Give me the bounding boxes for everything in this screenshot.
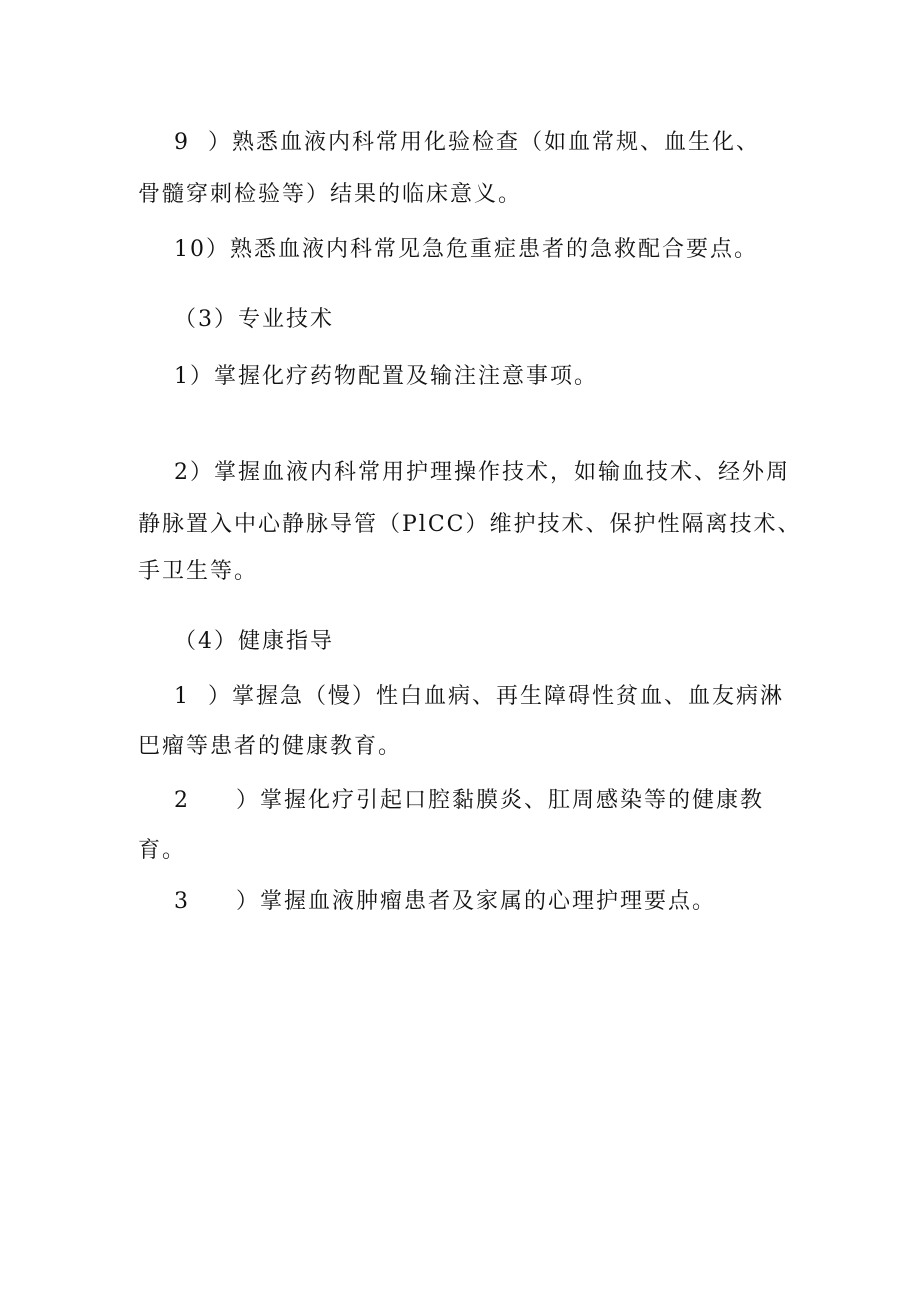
item-text: ）熟悉血液内科常用化验检查（如血常规、血生化、 [208,130,761,155]
list-item-9 [174,128,760,158]
list-item-1 [174,682,784,712]
item-text: 巴瘤等患者的健康教育。 [138,734,403,759]
item-text: 骨髓穿刺检验等）结果的临床意义。 [138,182,523,207]
list-item-2 [174,458,790,488]
item-text: 静脉置入中心静脉导管（PlCC）维护技术、保护性隔离技术、 [138,512,802,537]
list-item-2 [174,786,764,816]
item-text: ）掌握化疗引起口腔黏膜炎、肛周感染等的健康教 [236,788,765,813]
list-item-2-continued [138,557,258,587]
section-title: （3）专业技术 [174,307,334,332]
item-text: 手卫生等。 [138,559,259,584]
item-text: 1）掌握化疗药物配置及输注注意事项。 [174,364,598,389]
list-item-9-continued [138,180,522,210]
list-item-1 [174,362,598,392]
item-text: ）掌握急（慢）性白血病、再生障碍性贫血、血友病淋 [208,684,785,709]
item-number: 9 [174,130,190,155]
section-heading-professional-skills [174,305,334,335]
list-item-2-continued [138,510,802,540]
item-text: 育。 [138,838,187,863]
list-item-3 [174,887,716,917]
list-item-2-continued [138,836,186,866]
section-title: （4）健康指导 [174,629,334,654]
section-heading-health-guidance [174,627,334,657]
item-number: 3 [174,889,190,914]
item-text: 10）熟悉血液内科常见急危重症患者的急救配合要点。 [174,237,758,262]
list-item-10 [174,235,758,265]
item-text: 2）掌握血液内科常用护理操作技术，如输血技术、经外周 [174,460,790,485]
list-item-1-continued [138,732,402,762]
item-number: 2 [174,788,190,813]
item-text: ）掌握血液肿瘤患者及家属的心理护理要点。 [236,889,717,914]
item-number: 1 [174,684,190,709]
